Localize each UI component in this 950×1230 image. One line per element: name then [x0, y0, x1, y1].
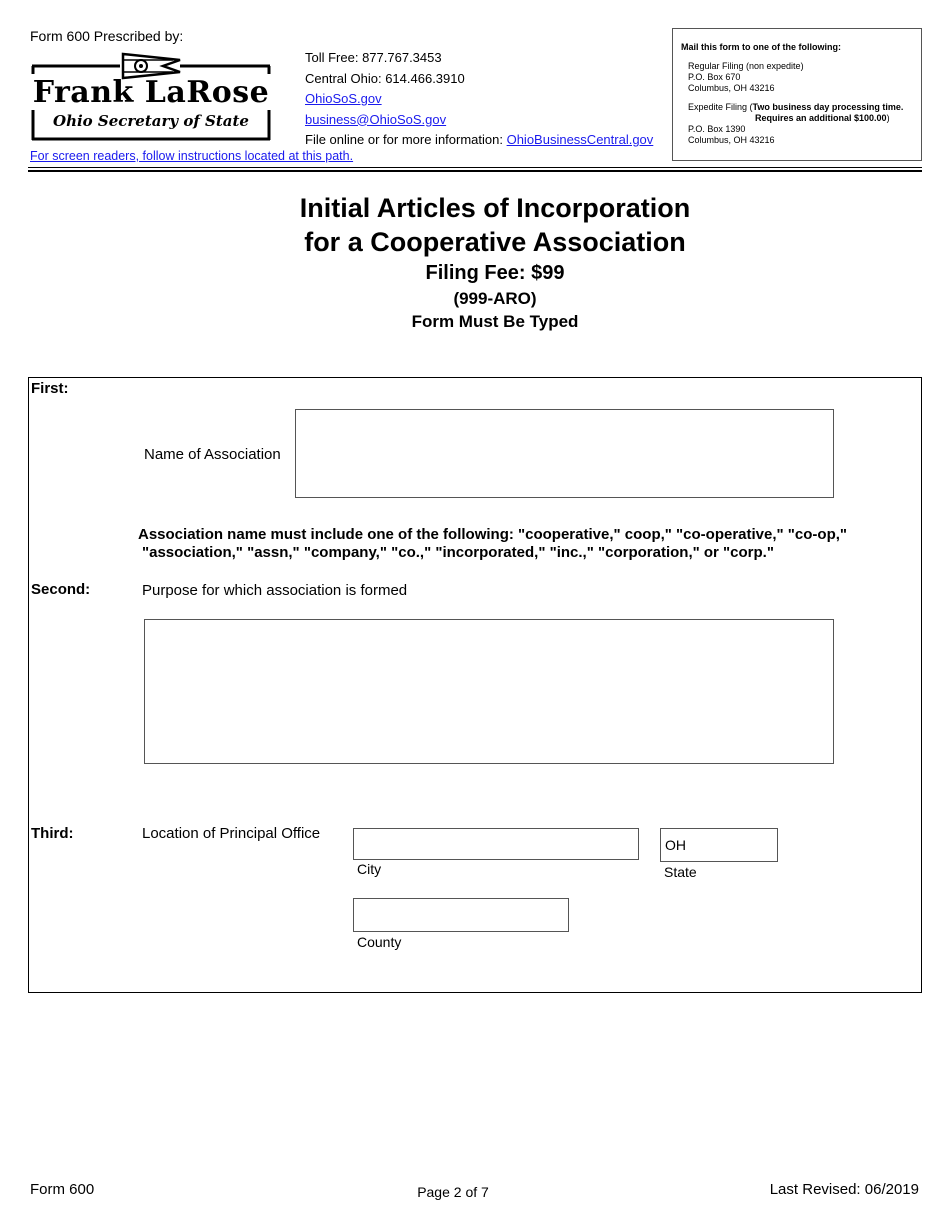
expedite-processing-time: Two business day processing time. — [752, 102, 904, 112]
central-ohio-text: Central Ohio: 614.466.3910 — [305, 70, 465, 86]
footer-page-number: Page 2 of 7 — [417, 1184, 489, 1200]
prescribed-by-text: Form 600 Prescribed by: — [30, 28, 184, 44]
state-caption: State — [664, 864, 697, 880]
expedite-filing-block — [688, 102, 920, 146]
regular-filing-label: Regular Filing (non expedite) — [688, 61, 804, 71]
contact-block — [305, 48, 653, 151]
form-code: (999-ARO) — [453, 289, 537, 308]
county-input[interactable] — [353, 898, 569, 932]
logo-subtitle: Ohio Secretary of State — [53, 112, 249, 130]
name-requirement-note — [138, 526, 918, 562]
purpose-input[interactable] — [144, 619, 834, 764]
association-name-input[interactable] — [295, 409, 834, 498]
expedite-label-suffix: ) — [886, 113, 890, 123]
mailing-instructions-box — [672, 28, 922, 161]
website-link[interactable]: OhioSoS.gov — [305, 91, 382, 106]
footer-form-number: Form 600 — [30, 1181, 95, 1198]
association-name-label: Name of Association — [144, 446, 281, 463]
principal-office-label: Location of Principal Office — [142, 825, 321, 842]
secretary-of-state-logo — [30, 52, 272, 142]
expedite-label-prefix: Expedite Filing ( — [688, 102, 753, 112]
form-typed-notice: Form Must Be Typed — [411, 312, 579, 331]
name-requirement-line2: "association," "assn," "company," "co.," "incorporated," "inc.," "corporation," or "corp." — [142, 544, 774, 561]
expedite-additional-fee: Requires an additional $100.00 — [755, 113, 887, 123]
expedite-city: Columbus, OH 43216 — [688, 135, 775, 145]
expedite-po-box: P.O. Box 1390 — [688, 124, 746, 134]
header-divider-top — [28, 167, 922, 168]
logo-name: Frank LaRose — [32, 75, 270, 110]
footer-last-revised: Last Revised: 06/2019 — [769, 1181, 919, 1198]
regular-filing-block — [688, 61, 804, 94]
email-link[interactable]: business@OhioSoS.gov — [305, 111, 447, 127]
header-divider-bottom — [28, 170, 922, 172]
city-caption: City — [357, 861, 382, 877]
city-input[interactable] — [353, 828, 639, 860]
regular-city: Columbus, OH 43216 — [688, 83, 775, 93]
third-label: Third: — [31, 825, 74, 842]
name-requirement-line1: Association name must include one of the following: "cooperative," coop," "co-operative," "co-op," — [138, 526, 848, 543]
toll-free-text: Toll Free: 877.767.3453 — [305, 50, 442, 65]
second-label: Second: — [31, 581, 91, 598]
filing-fee: Filing Fee: $99 — [425, 262, 565, 284]
screen-reader-link[interactable]: For screen readers, follow instructions located at this path. — [30, 149, 354, 163]
business-central-link[interactable]: OhioBusinessCentral.gov — [506, 132, 654, 147]
form-title-line2: for a Cooperative Association — [304, 227, 686, 257]
file-online-text: File online or for more information: — [305, 132, 507, 147]
state-input[interactable]: OH — [660, 828, 778, 862]
purpose-label: Purpose for which association is formed — [142, 582, 408, 599]
first-label: First: — [31, 380, 69, 397]
regular-po-box: P.O. Box 670 — [688, 72, 741, 82]
mail-heading: Mail this form to one of the following: — [681, 42, 841, 52]
county-caption: County — [357, 934, 402, 950]
form-title-line1: Initial Articles of Incorporation — [299, 193, 691, 223]
